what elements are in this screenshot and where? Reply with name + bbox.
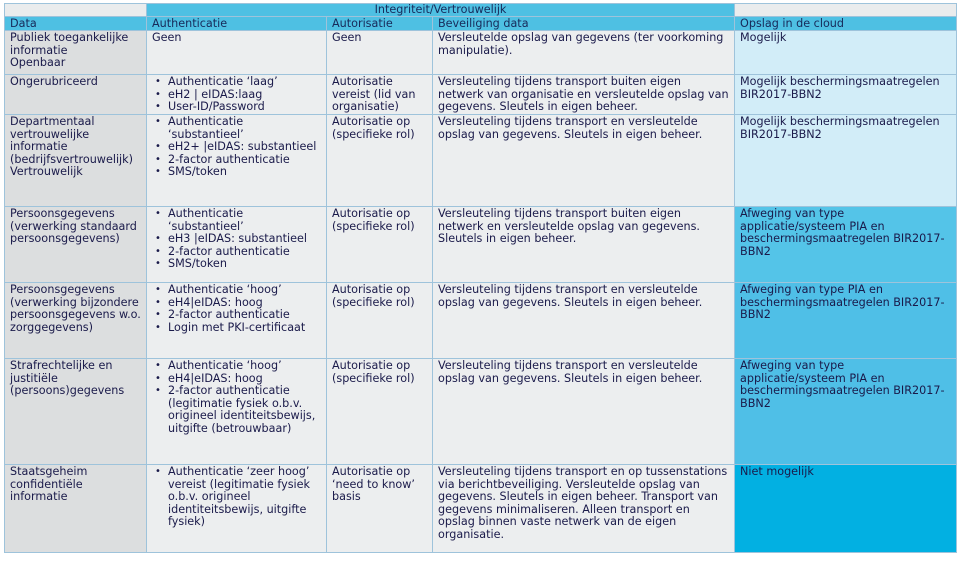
list-item: • eH2 | eIDAS:laag <box>168 89 321 102</box>
cell-autorisatie: Autorisatie op ‘need to know’ basis <box>327 465 433 553</box>
list-item: • SMS/token <box>168 166 321 179</box>
cell-authenticatie <box>147 31 327 75</box>
table-top-header-row <box>5 4 957 17</box>
cell-authenticatie <box>147 207 327 283</box>
column-header-cloud: Opslag in de cloud <box>735 17 957 31</box>
authenticatie-list <box>152 116 321 179</box>
cell-authenticatie <box>147 283 327 359</box>
list-item: • 2-factor authenticatie <box>168 309 321 322</box>
cell-authenticatie <box>147 115 327 207</box>
cell-cloud: Niet mogelijk <box>735 465 957 553</box>
cell-beveiliging: Versleutelde opslag van gegevens (ter voorkoming manipulatie). <box>433 31 735 75</box>
column-header-autorisatie: Autorisatie <box>327 17 433 31</box>
table-row <box>5 465 957 553</box>
table-row <box>5 115 957 207</box>
cell-data: Persoonsgegevens (verwerking standaard persoonsgegevens) <box>5 207 147 283</box>
cell-beveiliging: Versleuteling tijdens transport en versleutelde opslag van gegevens. Sleutels in eigen beheer. <box>433 115 735 207</box>
cell-autorisatie: Autorisatie op (specifieke rol) <box>327 115 433 207</box>
table-row <box>5 207 957 283</box>
list-item: • 2-factor authenticatie <box>168 154 321 167</box>
cell-beveiliging: Versleuteling tijdens transport en versleutelde opslag van gegevens. Sleutels in eigen beheer. <box>433 283 735 359</box>
authenticatie-list <box>152 360 321 436</box>
cell-beveiliging: Versleuteling tijdens transport buiten eigen netwerk van organisatie en versleutelde opslag van gegevens. Sleutels in eigen beheer. <box>433 75 735 115</box>
list-item: • Login met PKI-certificaat <box>168 322 321 335</box>
cell-data: Strafrechtelijke en justitiële (persoons)gegevens <box>5 359 147 465</box>
cell-cloud: Mogelijk <box>735 31 957 75</box>
table-row <box>5 283 957 359</box>
cell-autorisatie: Autorisatie op (specifieke rol) <box>327 359 433 465</box>
authenticatie-list <box>152 76 321 114</box>
cell-data: Staatsgeheim confidentiële informatie <box>5 465 147 553</box>
top-header-empty <box>5 4 147 17</box>
list-item: • Authenticatie ‘substantieel’ <box>168 208 321 233</box>
authenticatie-list <box>152 208 321 271</box>
cell-cloud: Mogelijk beschermingsmaatregelen BIR2017-BBN2 <box>735 75 957 115</box>
list-item: • SMS/token <box>168 258 321 271</box>
table-row <box>5 31 957 75</box>
cell-autorisatie: Autorisatie op (specifieke rol) <box>327 283 433 359</box>
cell-autorisatie: Geen <box>327 31 433 75</box>
cell-data: Ongerubriceerd <box>5 75 147 115</box>
list-item: • eH4|eIDAS: hoog <box>168 373 321 386</box>
list-item: • eH2+ |eIDAS: substantieel <box>168 141 321 154</box>
table-row <box>5 359 957 465</box>
column-header-data: Data <box>5 17 147 31</box>
list-item: • 2-factor authenticatie <box>168 246 321 259</box>
cell-cloud: Afweging van type PIA en beschermingsmaatregelen BIR2017-BBN2 <box>735 283 957 359</box>
cell-cloud: Afweging van type applicatie/systeem PIA en beschermingsmaatregelen BIR2017-BBN2 <box>735 207 957 283</box>
list-item: • eH3 |eIDAS: substantieel <box>168 233 321 246</box>
cell-beveiliging: Versleuteling tijdens transport en versleutelde opslag van gegevens. Sleutels in eigen beheer. <box>433 359 735 465</box>
cell-data: Departmentaal vertrouwelijke informatie (bedrijfsvertrouwelijk) Vertrouwelijk <box>5 115 147 207</box>
table-row <box>5 75 957 115</box>
list-item: • Authenticatie ‘hoog’ <box>168 284 321 297</box>
cell-data: Persoonsgegevens (verwerking bijzondere persoonsgegevens w.o. zorggegevens) <box>5 283 147 359</box>
cell-autorisatie: Autorisatie vereist (lid van organisatie) <box>327 75 433 115</box>
cell-beveiliging: Versleuteling tijdens transport buiten eigen netwerk en versleutelde opslag van gegevens. Sleutels in eigen beheer. <box>433 207 735 283</box>
security-classification-table <box>4 3 957 553</box>
cell-cloud: Afweging van type applicatie/systeem PIA en beschermingsmaatregelen BIR2017-BBN2 <box>735 359 957 465</box>
cell-data: Publiek toegankelijke informatie Openbaar <box>5 31 147 75</box>
list-item: • Authenticatie ‘substantieel’ <box>168 116 321 141</box>
cell-autorisatie: Autorisatie op (specifieke rol) <box>327 207 433 283</box>
column-header-beveiliging: Beveiliging data <box>433 17 735 31</box>
authenticatie-text: Geen <box>152 31 182 44</box>
authenticatie-list <box>152 284 321 334</box>
top-header-empty-right <box>735 4 957 17</box>
cell-authenticatie <box>147 359 327 465</box>
list-item: • Authenticatie ‘laag’ <box>168 76 321 89</box>
cell-authenticatie <box>147 465 327 553</box>
cell-authenticatie <box>147 75 327 115</box>
list-item: • eH4|eIDAS: hoog <box>168 297 321 310</box>
cell-cloud: Mogelijk beschermingsmaatregelen BIR2017-BBN2 <box>735 115 957 207</box>
list-item: • User-ID/Password <box>168 101 321 114</box>
column-header-row <box>5 17 957 31</box>
cell-beveiliging: Versleuteling tijdens transport en op tussenstations via berichtbeveiliging. Versleutelde opslag van gegevens. Sleutels in eigen beheer. Transport van gegevens minimaliseren. Alleen transport en opslag binnen vaste netwerk van de eigen organisatie. <box>433 465 735 553</box>
list-item: • 2-factor authenticatie (legitimatie fysiek o.b.v. origineel identiteitsbewijs, uitgifte (betrouwbaar) <box>168 385 321 435</box>
list-item: • Authenticatie ‘zeer hoog’ vereist (legitimatie fysiek o.b.v. origineel identiteitsbewijs, uitgifte fysiek) <box>168 466 321 529</box>
authenticatie-list <box>152 466 321 529</box>
list-item: • Authenticatie ‘hoog’ <box>168 360 321 373</box>
column-header-authenticatie: Authenticatie <box>147 17 327 31</box>
top-header-integrity: Integriteit/Vertrouwelijk <box>147 4 735 17</box>
